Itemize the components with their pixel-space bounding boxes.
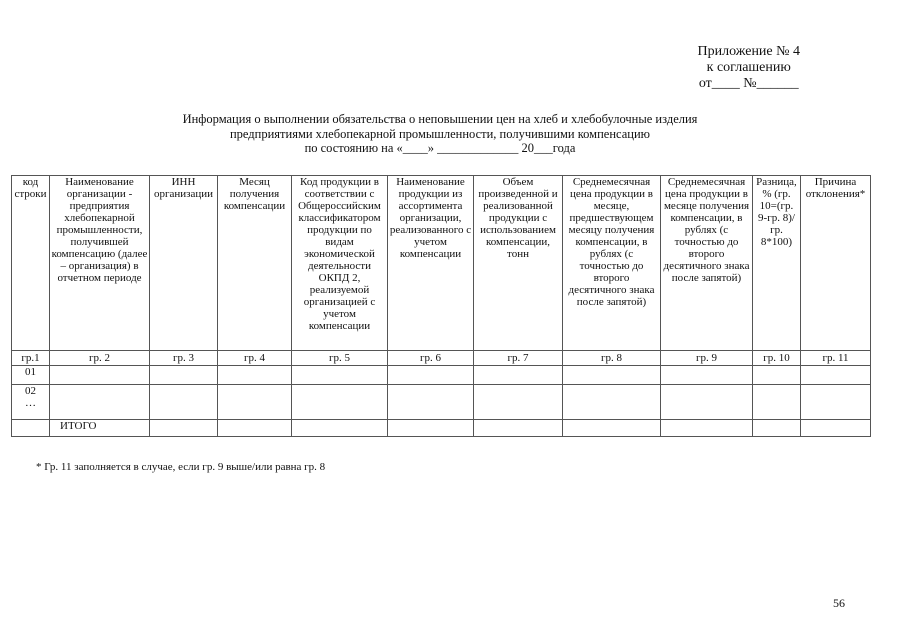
column-number-row xyxy=(12,351,871,366)
table-cell xyxy=(388,420,474,437)
column-number: гр. 3 xyxy=(150,351,218,366)
header-cell: ИНН организации xyxy=(150,176,218,351)
row-code: 01 xyxy=(12,366,50,385)
document-heading xyxy=(100,112,780,156)
table-cell xyxy=(753,385,801,420)
header-cell: Среднемесячная цена продукции в месяце получения компенсации, в рублях (с точностью до второго десятичного знака после запятой) xyxy=(661,176,753,351)
table-cell xyxy=(218,366,292,385)
header-cell: код строки xyxy=(12,176,50,351)
report-table xyxy=(11,175,871,437)
table-cell xyxy=(801,385,871,420)
table-cell xyxy=(474,366,563,385)
table-cell xyxy=(50,366,150,385)
table-cell xyxy=(563,385,661,420)
column-number: гр. 4 xyxy=(218,351,292,366)
table-cell xyxy=(661,385,753,420)
column-number: гр. 11 xyxy=(801,351,871,366)
table-cell xyxy=(563,366,661,385)
header-cell: Объем произведенной и реализованной продукции с использованием компенсации, тонн xyxy=(474,176,563,351)
table-cell xyxy=(563,420,661,437)
table-cell xyxy=(801,420,871,437)
heading-line-1: Информация о выполнении обязательства о неповышении цен на хлеб и хлебобулочные изделия xyxy=(182,112,698,126)
table-cell xyxy=(12,420,50,437)
header-cell: Разница, % (гр. 10=(гр. 9-гр. 8)/гр. 8*100) xyxy=(753,176,801,351)
table-cell xyxy=(753,366,801,385)
table-cell xyxy=(474,385,563,420)
header-cell: Наименование организации - предприятия хлебопекарной промышленности, получившей компенсацию (далее – организация) в отчетном периоде xyxy=(50,176,150,351)
table-cell xyxy=(801,366,871,385)
column-number: гр.1 xyxy=(12,351,50,366)
table-cell xyxy=(661,366,753,385)
table-row xyxy=(12,385,871,420)
table-row xyxy=(12,366,871,385)
table-cell xyxy=(388,385,474,420)
page-number: 56 xyxy=(833,596,845,610)
column-number: гр. 6 xyxy=(388,351,474,366)
header-cell: Код продукции в соответствии с Общероссийским классификатором продукции по видам экономической деятельности ОКПД 2, реализуемой организацией с учетом компенсации xyxy=(292,176,388,351)
heading-line-3: по состоянию на «____» _____________ 20___года xyxy=(304,141,576,155)
table-cell xyxy=(661,420,753,437)
column-number: гр. 8 xyxy=(563,351,661,366)
table-header-row xyxy=(12,176,871,351)
table-cell xyxy=(150,420,218,437)
column-number: гр. 5 xyxy=(292,351,388,366)
table-cell xyxy=(50,385,150,420)
header-cell: Причина отклонения* xyxy=(801,176,871,351)
table-cell xyxy=(753,420,801,437)
table-cell xyxy=(388,366,474,385)
table-cell xyxy=(150,385,218,420)
heading-line-2: предприятиями хлебопекарной промышленности, получившими компенсацию xyxy=(229,126,650,141)
table-cell xyxy=(292,385,388,420)
table-cell xyxy=(292,366,388,385)
appendix-block xyxy=(698,44,801,92)
table-cell xyxy=(150,366,218,385)
column-number: гр. 7 xyxy=(474,351,563,366)
table-cell xyxy=(218,385,292,420)
column-number: гр. 9 xyxy=(661,351,753,366)
column-number: гр. 2 xyxy=(50,351,150,366)
appendix-date-number: от____ №______ xyxy=(698,76,799,91)
total-row xyxy=(12,420,871,437)
header-cell: Среднемесячная цена продукции в месяце, предшествующем месяцу получения компенсации, в рублях (с точностью до второго десятичного знака после запятой) xyxy=(563,176,661,351)
table-cell xyxy=(292,420,388,437)
column-number: гр. 10 xyxy=(753,351,801,366)
row-code: 02 … xyxy=(12,385,50,420)
appendix-agreement: к соглашению xyxy=(706,60,791,75)
appendix-title: Приложение № 4 xyxy=(697,44,800,59)
table-cell xyxy=(474,420,563,437)
table-cell xyxy=(218,420,292,437)
header-cell: Наименование продукции из ассортимента организации, реализованного с учетом компенсации xyxy=(388,176,474,351)
footnote: * Гр. 11 заполняется в случае, если гр. 9 выше/или равна гр. 8 xyxy=(36,461,326,473)
header-cell: Месяц получения компенсации xyxy=(218,176,292,351)
total-label: ИТОГО xyxy=(50,420,150,437)
